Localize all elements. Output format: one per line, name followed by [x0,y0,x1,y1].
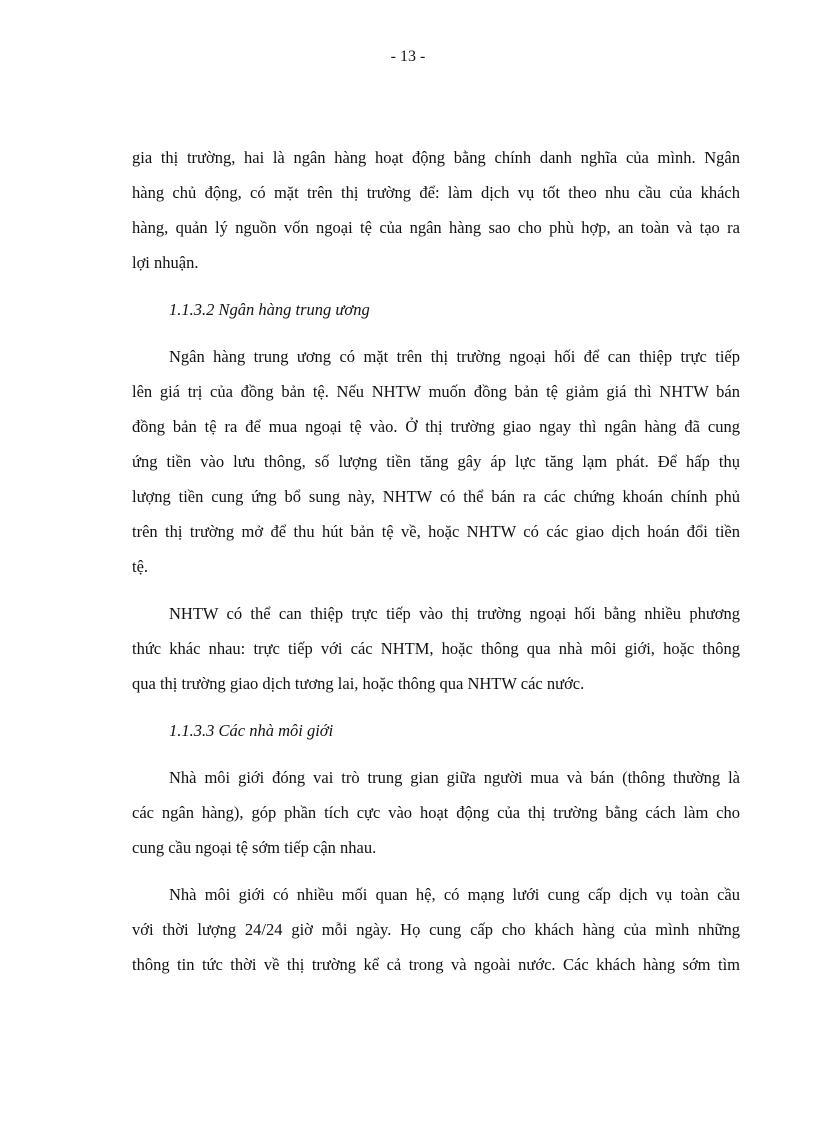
text-line: cung cầu ngoại tệ sớm tiếp cận nhau. [132,838,377,857]
paragraph-2 [132,339,740,584]
text-line: thức khác nhau: trực tiếp với các NHTM, hoặc thông qua nhà môi giới, hoặc thông [132,639,740,658]
text-line: gia thị trường, hai là ngân hàng hoạt động bằng chính danh nghĩa của mình. Ngân [132,148,740,167]
text-line: lên giá trị của đồng bản tệ. Nếu NHTW muốn đồng bản tệ giảm giá thì NHTW bán [132,382,740,401]
text-line: hàng chủ động, có mặt trên thị trường để: làm dịch vụ tốt theo nhu cầu của khách [132,183,740,202]
page-number: - 13 - [390,48,426,65]
text-line: các ngân hàng), góp phần tích cực vào hoạt động của thị trường bằng cách làm cho [132,803,740,822]
paragraph-3 [132,596,740,701]
text-line: đồng bản tệ ra để mua ngoại tệ vào. Ở thị trường giao ngay thì ngân hàng đã cung [132,417,740,436]
paragraph-1 [132,140,740,280]
text-line: hàng, quản lý nguồn vốn ngoại tệ của ngân hàng sao cho phù hợp, an toàn và tạo ra [132,218,740,237]
body-text [132,140,740,982]
text-line: Nhà môi giới đóng vai trò trung gian giữa người mua và bán (thông thường là [169,768,740,787]
text-line: Ngân hàng trung ương có mặt trên thị trường ngoại hối để can thiệp trực tiếp [169,347,740,366]
section-heading-1-1-3-2: 1.1.3.2 Ngân hàng trung ương [169,300,370,319]
text-line: ứng tiền vào lưu thông, số lượng tiền tăng gây áp lực tăng lạm phát. Để hấp thụ [132,452,740,471]
paragraph-5 [132,877,740,982]
text-line: với thời lượng 24/24 giờ mỗi ngày. Họ cung cấp cho khách hàng của mình những [132,920,740,939]
paragraph-4 [132,760,740,865]
section-heading-1-1-3-3: 1.1.3.3 Các nhà môi giới [169,721,334,740]
text-line: trên thị trường mở để thu hút bản tệ về, hoặc NHTW có các giao dịch hoán đổi tiền [132,522,740,541]
text-line: tệ. [132,557,149,576]
text-line: NHTW có thể can thiệp trực tiếp vào thị trường ngoại hối bằng nhiều phương [169,604,740,623]
text-line: lượng tiền cung ứng bổ sung này, NHTW có thể bán ra các chứng khoán chính phủ [132,487,740,506]
text-line: Nhà môi giới có nhiều mối quan hệ, có mạng lưới cung cấp dịch vụ toàn cầu [169,885,740,904]
text-line: qua thị trường giao dịch tương lai, hoặc thông qua NHTW các nước. [132,674,585,693]
text-line: lợi nhuận. [132,253,199,272]
text-line: thông tin tức thời về thị trường kể cả trong và ngoài nước. Các khách hàng sớm tìm [132,955,740,974]
